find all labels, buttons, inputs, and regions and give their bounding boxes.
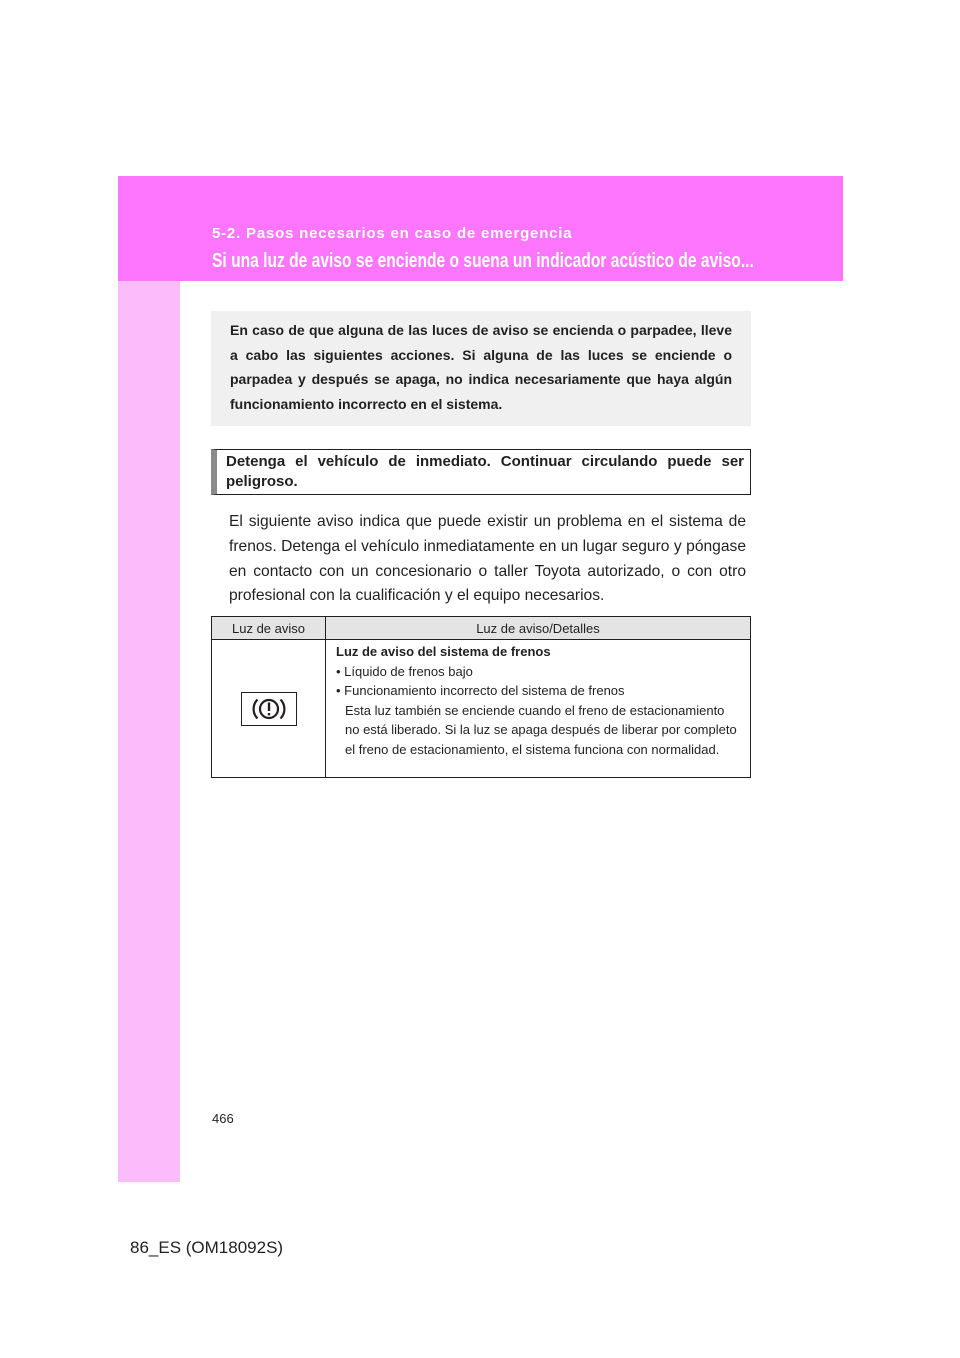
side-tab-band: [118, 176, 180, 1182]
page-number: 466: [212, 1111, 234, 1126]
body-paragraph: El siguiente aviso indica que puede existir un problema en el sistema de frenos. Detenga el vehículo inmediatamente en un lugar seguro y póngase en contacto con un concesionario o taller Toyota autorizado, o con otro profesional con la cualificación y el equipo necesarios.: [229, 513, 746, 605]
table-row: [212, 640, 751, 778]
intro-box: [211, 311, 751, 426]
details-cell: [326, 640, 751, 778]
brake-system-warning-icon: [241, 692, 297, 726]
warning-heading-text: Detenga el vehículo de inmediato. Continuar circulando puede ser peligroso.: [226, 453, 744, 490]
warning-heading: [211, 449, 751, 495]
section-label: 5-2. Pasos necesarios en caso de emergencia: [212, 225, 573, 242]
document-code: 86_ES (OM18092S): [130, 1238, 284, 1257]
icon-cell: [212, 640, 326, 778]
detail-bullet: • Funcionamiento incorrecto del sistema de frenos: [336, 683, 625, 698]
warning-lights-table: [211, 616, 751, 778]
table-header-row: [212, 617, 751, 640]
detail-note: Esta luz también se enciende cuando el freno de estacionamiento no está liberado. Si la luz se apaga después de liberar por completo el freno de estacionamiento, el sistema funciona con normalidad.: [345, 702, 737, 757]
table-header-details: Luz de aviso/Detalles: [326, 617, 751, 640]
page-title: Si una luz de aviso se enciende o suena un indicador acústico de aviso...: [212, 250, 754, 272]
detail-title: Luz de aviso del sistema de frenos: [336, 644, 551, 659]
table-header-light: Luz de aviso: [212, 617, 326, 640]
detail-bullet: • Líquido de frenos bajo: [336, 663, 473, 679]
intro-text: En caso de que alguna de las luces de aviso se encienda o parpadee, lleve a cabo las siguientes acciones. Si alguna de las luces se enciende o parpadea y después se apaga, no indica necesariamente que haya algún funcionamiento incorrecto en el sistema.: [230, 322, 732, 412]
